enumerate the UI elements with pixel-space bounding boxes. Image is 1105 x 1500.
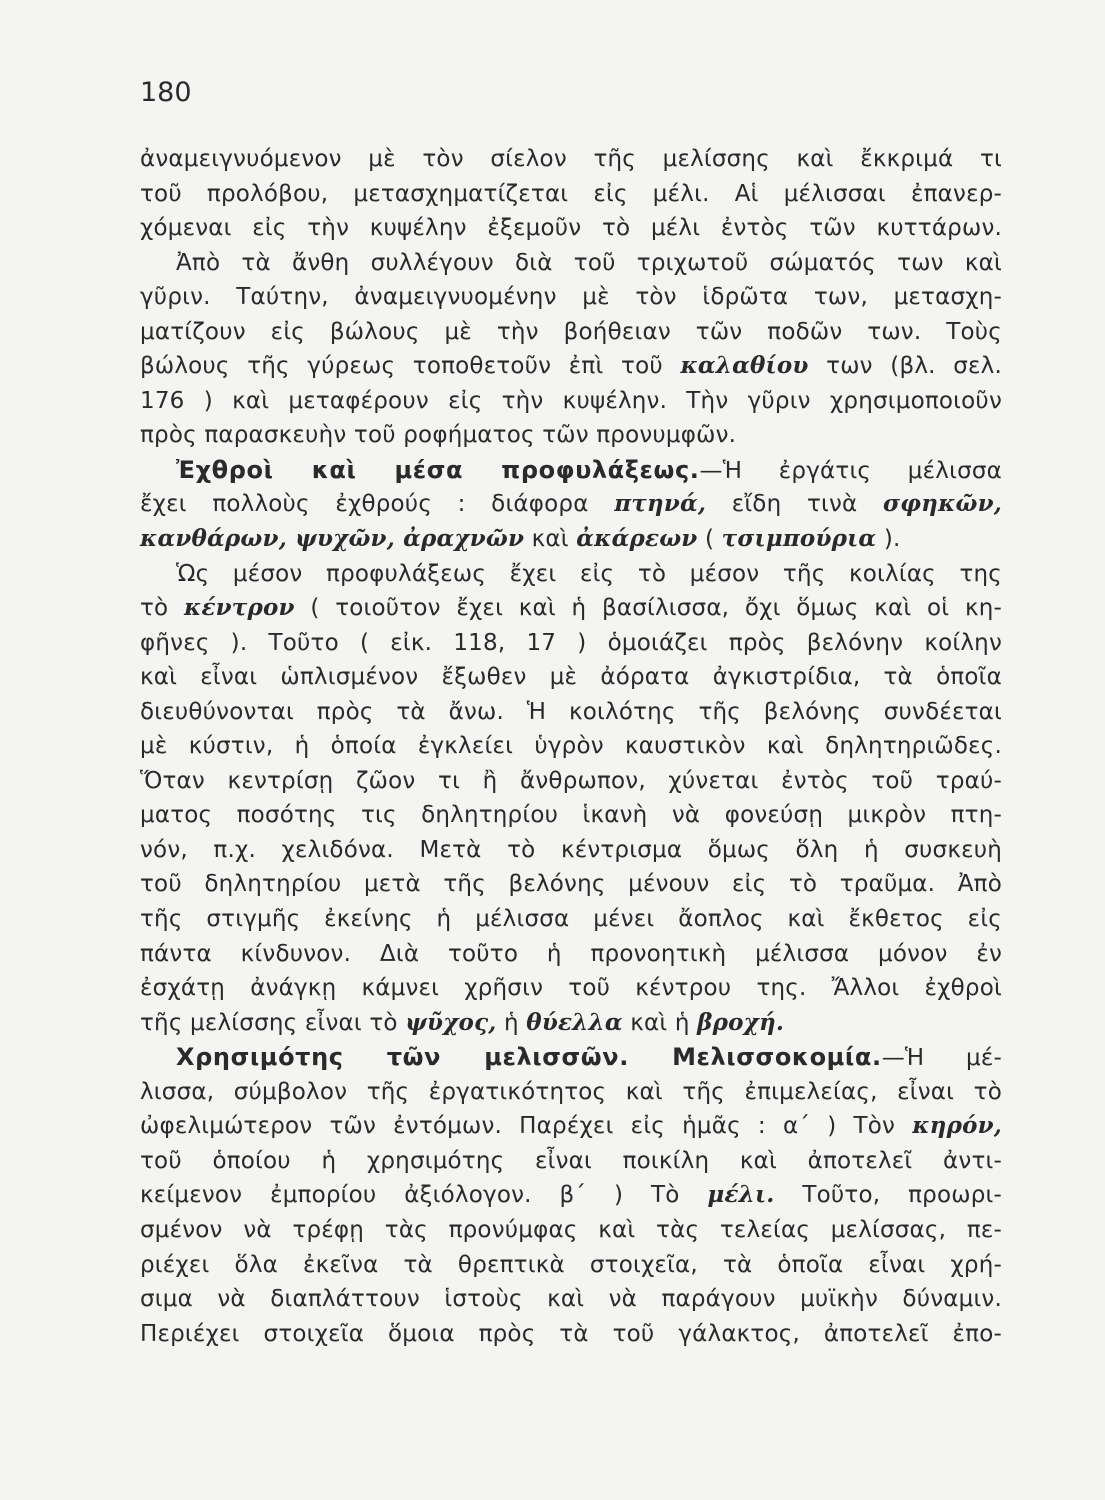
text-line — [140, 280, 1002, 315]
text-segment: καὶ εἶναι ὡπλισμένον ἔξωθεν μὲ ἀόρατα ἀγκιστρίδια, τὰ ὁποῖα — [140, 664, 1002, 691]
text-segment: ριέχει ὅλα ἐκεῖνα τὰ θρεπτικὰ στοιχεῖα, τὰ ὁποῖα εἶναι χρή- — [140, 1251, 1002, 1278]
text-segment: 176 ) καὶ μεταφέρουν εἰς τὴν κυψέλην. Τὴν γῦριν χρησιμοποιοῦν — [140, 387, 1002, 414]
text-line — [140, 315, 1002, 350]
text-segment: ). — [876, 526, 901, 553]
text-line — [140, 487, 1002, 522]
text-line — [140, 1282, 1002, 1317]
text-segment: τὸ — [140, 595, 184, 622]
text-segment: τῆς στιγμῆς ἐκείνης ἡ μέλισσα μένει ἄοπλος καὶ ἔκθετος εἰς — [140, 906, 1002, 933]
text-segment: τοῦ δηλητηρίου μετὰ τῆς βελόνης μένουν εἰς τὸ τραῦμα. Ἀπὸ — [140, 871, 1002, 898]
text-segment: ( — [697, 526, 722, 553]
text-segment: —Ἡ μέ- — [881, 1045, 1002, 1072]
emphasized-term: τσιμπούρια — [721, 525, 877, 553]
text-line — [140, 1144, 1002, 1179]
text-line — [140, 971, 1002, 1006]
text-line — [140, 626, 1002, 661]
text-segment: πάντα κίνδυνον. Διὰ τοῦτο ἡ προνοητικὴ μέλισσα μόνον ἐν — [140, 940, 1002, 967]
text-segment: ἐσχάτῃ ἀνάγκῃ κάμνει χρῆσιν τοῦ κέντρου της. Ἄλλοι ἐχθροὶ — [140, 975, 1002, 1002]
text-line — [140, 1248, 1002, 1283]
text-line — [140, 1075, 1002, 1110]
text-line — [140, 522, 1002, 557]
text-line — [140, 557, 1002, 592]
text-line — [140, 798, 1002, 833]
text-segment: φῆνες ). Τοῦτο ( εἰκ. 118, 17 ) ὁμοιάζει πρὸς βελόνην κοίλην — [140, 629, 1002, 656]
text-line — [140, 867, 1002, 902]
text-segment: ἀναμειγνυόμενον μὲ τὸν σίελον τῆς μελίσσης καὶ ἔκκριμά τι — [140, 146, 1002, 172]
text-line — [140, 177, 1002, 212]
text-line — [140, 211, 1002, 246]
text-segment: βώλους τῆς γύρεως τοποθετοῦν ἐπὶ τοῦ — [140, 353, 681, 380]
text-segment: των (βλ. σελ. — [808, 353, 1002, 380]
section-heading: Ἐχθροὶ καὶ μέσα προφυλάξεως. — [176, 455, 700, 484]
text-segment: καὶ — [524, 526, 577, 553]
text-segment: λισσα, σύμβολον τῆς ἐργατικότητος καὶ τῆς ἐπιμελείας, εἶναι τὸ — [140, 1078, 1002, 1105]
emphasized-term: θύελλα — [526, 1008, 623, 1036]
text-line — [140, 349, 1002, 384]
text-segment: ματίζουν εἰς βώλους μὲ τὴν βοήθειαν τῶν ποδῶν των. Τοὺς — [140, 318, 1002, 345]
text-segment: Τοῦτο, προωρι- — [774, 1182, 1002, 1209]
text-segment: μὲ κύστιν, ἡ ὁποία ἐγκλείει ὑγρὸν καυστικὸν καὶ δηλητηριῶδες. — [140, 733, 1002, 760]
text-segment: ἡ — [496, 1009, 527, 1036]
text-line — [140, 1109, 1002, 1144]
text-segment: ὠφελιμώτερον τῶν ἐντόμων. Παρέχει εἰς ἡμᾶς : α΄ ) Τὸν — [140, 1113, 913, 1140]
text-line — [140, 902, 1002, 937]
text-segment: κείμενον ἐμπορίου ἀξιόλογον. β΄ ) Τὸ — [140, 1182, 708, 1209]
page-number: 180 — [140, 77, 192, 108]
text-segment: —Ἡ ἐργάτις μέλισσα — [699, 457, 1002, 484]
text-segment: χόμεναι εἰς τὴν κυψέλην ἐξεμοῦν τὸ μέλι ἐντὸς τῶν κυττάρων. — [140, 215, 1002, 242]
text-segment: γῦριν. Ταύτην, ἀναμειγνυομένην μὲ τὸν ἱδρῶτα των, μετασχη- — [140, 284, 1002, 311]
emphasized-term: πτηνά, — [614, 490, 707, 518]
emphasized-term: καλαθίου — [680, 352, 809, 380]
body-text — [140, 142, 1002, 1351]
text-line — [140, 695, 1002, 730]
text-segment: πρὸς παρασκευὴν τοῦ ροφήματος τῶν προνυμφῶν. — [140, 422, 737, 449]
text-segment: εἴδη τινὰ — [706, 491, 883, 518]
text-segment: καὶ ἡ — [622, 1009, 698, 1036]
text-segment: σμένον νὰ τρέφῃ τὰς προνύμφας καὶ τὰς τελείας μελίσσας, πε- — [140, 1216, 1002, 1243]
emphasized-term: κηρόν, — [912, 1112, 1002, 1140]
text-line — [140, 1213, 1002, 1248]
text-segment: ἔχει πολλοὺς ἐχθρούς : διάφορα — [140, 491, 615, 518]
section-heading: Χρησιμότης τῶν μελισσῶν. Μελισσοκομία. — [176, 1043, 882, 1072]
text-segment: ματος ποσότης τις δηλητηρίου ἱκανὴ νὰ φονεύσῃ μικρὸν πτη- — [140, 802, 1002, 829]
text-line — [140, 833, 1002, 868]
text-segment: Ὅταν κεντρίσῃ ζῶον τι ἢ ἄνθρωπον, χύνεται ἐντὸς τοῦ τραύ- — [140, 767, 1002, 794]
text-segment: Ἀπὸ τὰ ἄνθη συλλέγουν διὰ τοῦ τριχωτοῦ σώματός των καὶ — [176, 249, 1002, 276]
emphasized-term: κανθάρων, ψυχῶν, ἀραχνῶν — [140, 525, 525, 553]
text-line — [140, 1040, 1002, 1075]
text-line — [140, 142, 1002, 177]
text-line — [140, 764, 1002, 799]
text-line — [140, 660, 1002, 695]
text-segment: διευθύνονται πρὸς τὰ ἄνω. Ἡ κοιλότης τῆς βελόνης συνδέεται — [140, 698, 1002, 725]
emphasized-term: ψῦχος, — [405, 1008, 497, 1036]
text-line — [140, 1006, 1002, 1041]
text-line — [140, 1317, 1002, 1352]
text-segment: τοῦ προλόβου, μετασχηματίζεται εἰς μέλι. Αἱ μέλισσαι ἐπανερ- — [140, 180, 1002, 207]
text-line — [140, 591, 1002, 626]
emphasized-term: κέντρον — [184, 594, 295, 622]
text-segment: σιμα νὰ διαπλάττουν ἱστοὺς καὶ νὰ παράγουν μυϊκὴν δύναμιν. — [140, 1286, 1002, 1313]
text-segment: νόν, π.χ. χελιδόνα. Μετὰ τὸ κέντρισμα ὅμως ὅλη ἡ συσκευὴ — [140, 836, 1002, 863]
text-line — [140, 1178, 1002, 1213]
text-segment: Περιέχει στοιχεῖα ὅμοια πρὸς τὰ τοῦ γάλακτος, ἀποτελεῖ ἐπο- — [140, 1320, 1002, 1347]
emphasized-term: ἀκάρεων — [576, 525, 698, 553]
text-line — [140, 453, 1002, 488]
text-line — [140, 937, 1002, 972]
text-line — [140, 729, 1002, 764]
text-line — [140, 418, 1002, 453]
text-segment: ( τοιοῦτον ἔχει καὶ ἡ βασίλισσα, ὄχι ὅμως καὶ οἱ κη- — [294, 595, 1002, 622]
text-segment: Ὡς μέσον προφυλάξεως ἔχει εἰς τὸ μέσον τῆς κοιλίας της — [176, 560, 1002, 587]
text-segment: τοῦ ὁποίου ἡ χρησιμότης εἶναι ποικίλη καὶ ἀποτελεῖ ἀντι- — [140, 1147, 1002, 1174]
text-line — [140, 384, 1002, 419]
emphasized-term: μέλι. — [707, 1181, 775, 1209]
text-line — [140, 246, 1002, 281]
text-segment: τῆς μελίσσης εἶναι τὸ — [140, 1009, 406, 1036]
emphasized-term: σφηκῶν, — [883, 490, 1002, 518]
emphasized-term: βροχή. — [697, 1008, 785, 1036]
